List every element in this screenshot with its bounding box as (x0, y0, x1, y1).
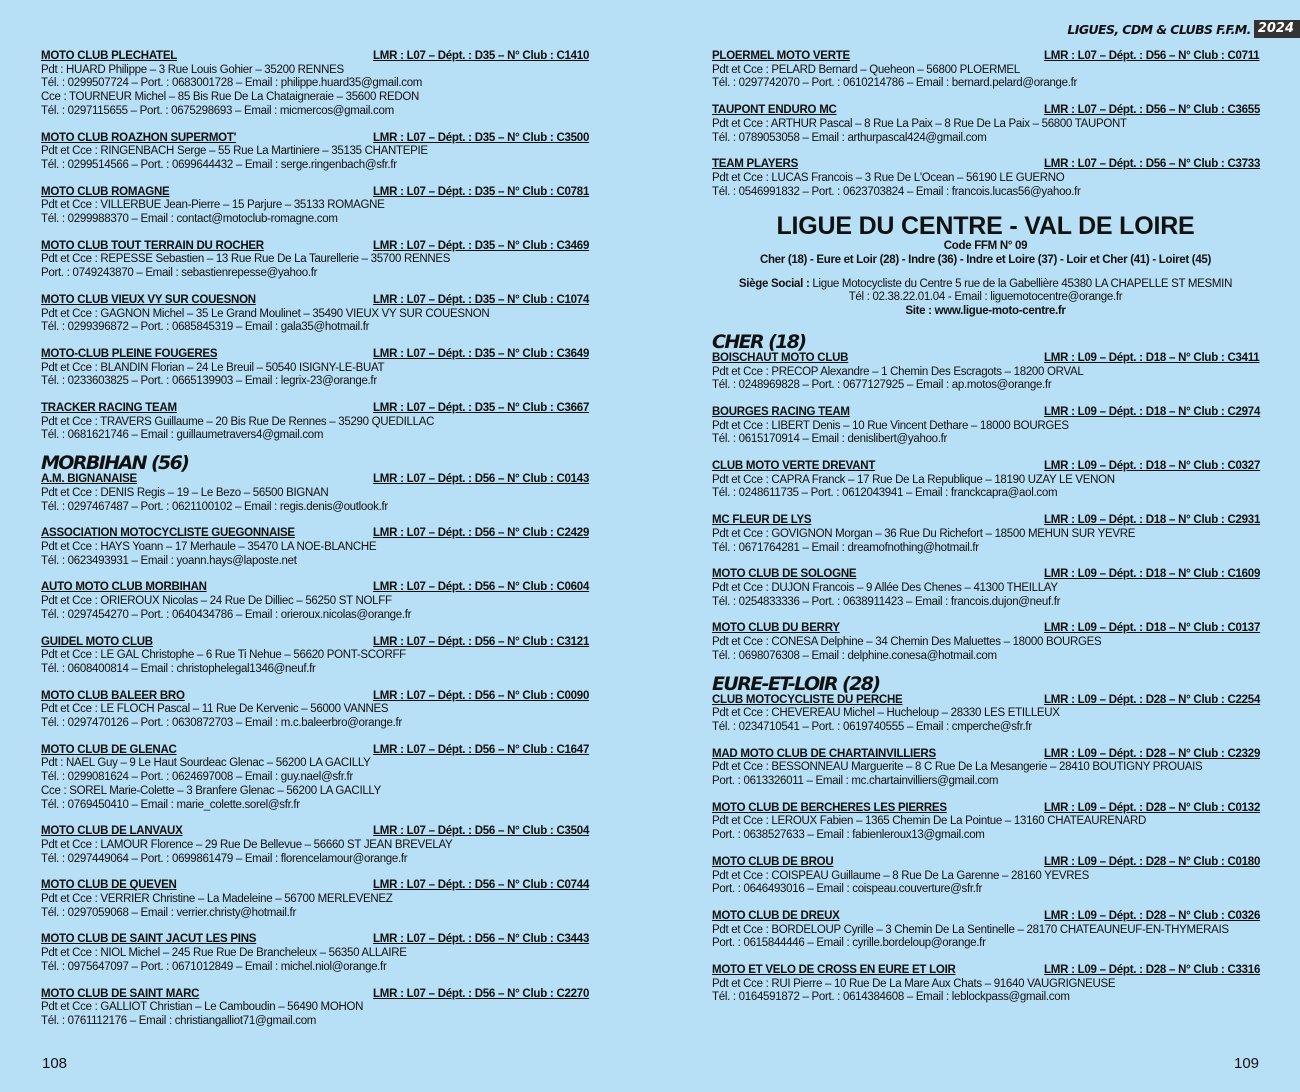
club-detail-line: Tél. : 0546991832 – Port. : 0623703824 – Email : francois.lucas56@yahoo.fr (712, 185, 1081, 198)
club-detail-line: Pdt et Cce : COISPEAU Guillaume – 8 Rue De La Garenne – 28160 YEVRES (712, 869, 1089, 882)
club-detail-line: Tél. : 0299396872 – Port. : 0685845319 – Email : gala35@hotmail.fr (41, 321, 370, 334)
club-entry (712, 694, 1259, 735)
club-detail-line: Tél. : 0297115655 – Port. : 0675298693 – Email : micmercos@gmail.com (41, 104, 394, 117)
club-header (712, 964, 1259, 978)
club-entry (712, 748, 1259, 789)
club-detail-line: Tél. : 0299988370 – Email : contact@motoclub-romagne.com (41, 213, 338, 226)
header-title: LIGUES, CDM & CLUBS F.F.M. (1067, 21, 1251, 37)
club-header (41, 988, 588, 1002)
page-number-right: 109 (1234, 1055, 1260, 1072)
club-header (712, 694, 1259, 708)
ligue-block (712, 212, 1259, 319)
club-header (712, 910, 1259, 924)
club-code: LMR : L07 – Dépt. : D56 – N° Club : C2270 (373, 987, 590, 1000)
club-name: MOTO CLUB DE LANVAUX (41, 825, 183, 838)
page-header (1067, 20, 1300, 38)
club-detail-line: Tél. : 0299081624 – Port. : 0624697008 – Email : guy.nael@sfr.fr (41, 771, 353, 784)
club-code: LMR : L09 – Dépt. : D18 – N° Club : C1609 (1044, 568, 1261, 581)
club-detail-line: Pdt et Cce : LE GAL Christophe – 6 Rue Ti Nehue – 56620 PONT-SCORFF (41, 649, 406, 662)
club-header (41, 294, 588, 308)
club-detail-line: Pdt et Cce : BESSONNEAU Marguerite – 8 C Rue De La Mesangerie – 28410 BOUTIGNY PROUAIS (712, 761, 1203, 774)
club-detail-line: Tél. : 0761112176 – Email : christiangalliot71@gmail.com (41, 1014, 317, 1027)
club-name: MOTO CLUB DE BROU (712, 855, 834, 868)
club-code: LMR : L07 – Dépt. : D56 – N° Club : C1647 (373, 743, 590, 756)
club-header (41, 690, 588, 704)
club-code: LMR : L09 – Dépt. : D18 – N° Club : C0327 (1044, 460, 1261, 473)
club-entry (41, 879, 588, 920)
club-detail-line: Tél. : 0297467487 – Port. : 0621100102 – Email : regis.denis@outlook.fr (41, 500, 388, 513)
right-column (712, 50, 1259, 1018)
club-entry (41, 186, 588, 227)
club-name: A.M. BIGNANAISE (41, 473, 137, 486)
club-entry (41, 636, 588, 677)
section-heading-morbihan: MORBIHAN (56) (41, 452, 189, 475)
ligue-title: LIGUE DU CENTRE - VAL DE LOIRE (776, 212, 1195, 241)
club-detail-line: Pdt et Cce : VILLERBUE Jean-Pierre – 15 Parjure – 35133 ROMAGNE (41, 199, 385, 212)
club-header (41, 581, 588, 595)
club-header (712, 50, 1259, 64)
club-detail-line: Pdt et Cce : NIOL Michel – 245 Rue Rue De Brancheleux – 56350 ALLAIRE (41, 947, 407, 960)
club-detail-line: Pdt et Cce : ARTHUR Pascal – 8 Rue La Paix – 8 Rue De La Paix – 56800 TAUPONT (712, 117, 1127, 130)
ligue-siege (712, 278, 1259, 292)
club-code: LMR : L07 – Dépt. : D35 – N° Club : C3500 (373, 131, 590, 144)
club-name: PLOERMEL MOTO VERTE (712, 50, 850, 62)
club-header (712, 460, 1259, 474)
club-code: LMR : L09 – Dépt. : D28 – N° Club : C0132 (1044, 801, 1261, 814)
club-name: BOURGES RACING TEAM (712, 405, 850, 418)
club-name: TEAM PLAYERS (712, 158, 799, 171)
club-code: LMR : L07 – Dépt. : D56 – N° Club : C0744 (373, 879, 590, 892)
club-code: LMR : L07 – Dépt. : D56 – N° Club : C3655 (1044, 104, 1261, 117)
club-header (712, 104, 1259, 118)
club-name: MOTO CLUB TOUT TERRAIN DU ROCHER (41, 239, 264, 252)
club-detail-line: Tél. : 0297470126 – Port. : 0630872703 – Email : m.c.baleerbro@orange.fr (41, 717, 402, 730)
club-detail-line: Pdt et Cce : CAPRA Franck – 17 Rue De La Republique – 18190 UZAY LE VENON (712, 473, 1115, 486)
club-header (712, 856, 1259, 870)
club-code: LMR : L07 – Dépt. : D35 – N° Club : C3649 (373, 347, 590, 360)
club-detail-line: Tél. : 0671764281 – Email : dreamofnothing@hotmail.fr (712, 541, 979, 554)
club-detail-line: Tél. : 0789053058 – Email : arthurpascal424@gmail.com (712, 131, 987, 144)
club-entry (41, 527, 588, 568)
club-code: LMR : L09 – Dépt. : D18 – N° Club : C3411 (1044, 351, 1260, 364)
club-header (41, 473, 588, 487)
club-detail-line: Pdt et Cce : GAGNON Michel – 35 Le Grand Moulinet – 35490 VIEUX VY SUR COUESNON (41, 307, 490, 320)
club-header (712, 352, 1259, 366)
club-name: MOTO CLUB DE QUEVEN (41, 879, 177, 892)
club-detail-line: Tél. : 0975647097 – Port. : 0671012849 – Email : michel.niol@orange.fr (41, 960, 387, 973)
ligue-contact: Tél : 02.38.22.01.04 - Email : liguemotocentre@orange.fr (848, 291, 1123, 304)
club-header (41, 50, 588, 64)
club-entry (41, 690, 588, 731)
club-header (41, 879, 588, 893)
club-entry (41, 581, 588, 622)
club-entry (712, 460, 1259, 501)
ligue-siege-address: Ligue Motocycliste du Centre 5 rue de la Gabellière 45380 LA CHAPELLE ST MESMIN (809, 277, 1233, 290)
club-name: BOISCHAUT MOTO CLUB (712, 351, 849, 364)
club-detail-line: Pdt et Cce : LUCAS Francois – 3 Rue De L'Ocean – 56190 LE GUERNO (712, 171, 1065, 184)
club-code: LMR : L07 – Dépt. : D56 – N° Club : C3504 (373, 825, 590, 838)
club-header (712, 622, 1259, 636)
club-header (41, 132, 588, 146)
club-detail-line: Tél. : 0164591872 – Port. : 0614384608 – Email : leblockpass@gmail.com (712, 991, 1070, 1004)
club-entry (712, 158, 1259, 199)
club-detail-line: Cce : SOREL Marie-Colette – 3 Branfere Glenac – 56200 LA GACILLY (41, 784, 382, 797)
club-header (41, 933, 588, 947)
club-header (41, 744, 588, 758)
club-detail-line: Tél. : 0681621746 – Email : guillaumetravers4@gmail.com (41, 429, 324, 442)
club-entry (712, 352, 1259, 393)
club-detail-line: Tél. : 0248969828 – Port. : 0677127925 – Email : ap.motos@orange.fr (712, 379, 1052, 392)
club-detail-line: Pdt et Cce : TRAVERS Guillaume – 20 Bis Rue De Rennes – 35290 QUEDILLAC (41, 415, 435, 428)
club-entry (41, 50, 588, 119)
club-detail-line: Pdt : NAEL Guy – 9 Le Haut Sourdeac Glenac – 56200 LA GACILLY (41, 757, 371, 770)
club-code: LMR : L07 – Dépt. : D56 – N° Club : C3443 (373, 933, 590, 946)
club-name: MOTO CLUB VIEUX VY SUR COUESNON (41, 293, 256, 306)
club-detail-line: Tél. : 0297454270 – Port. : 0640434786 – Email : orieroux.nicolas@orange.fr (41, 608, 412, 621)
club-code: LMR : L07 – Dépt. : D56 – N° Club : C0143 (373, 473, 590, 486)
club-header (41, 186, 588, 200)
club-detail-line: Tél. : 0254833336 – Port. : 0638911423 – Email : francois.dujon@neuf.fr (712, 595, 1061, 608)
club-name: MOTO CLUB DE BERCHERES LES PIERRES (712, 801, 947, 814)
club-detail-line: Tél. : 0299507724 – Port. : 0683001728 – Email : philippe.huard35@gmail.com (41, 77, 423, 90)
club-entry (41, 988, 588, 1029)
club-detail-line: Pdt et Cce : RINGENBACH Serge – 55 Rue La Martiniere – 35135 CHANTEPIE (41, 145, 428, 158)
club-detail-line: Tél. : 0299514566 – Port. : 0699644432 – Email : serge.ringenbach@sfr.fr (41, 158, 397, 171)
club-name: MOTO CLUB DE SAINT MARC (41, 987, 200, 1000)
club-entry (41, 825, 588, 866)
club-detail-line: Pdt et Cce : GALLIOT Christian – Le Camboudin – 56490 MOHON (41, 1001, 364, 1014)
club-entry (712, 910, 1259, 951)
club-detail-line: Port. : 0615844446 – Email : cyrille.bordeloup@orange.fr (712, 937, 986, 950)
club-header (712, 802, 1259, 816)
club-header (712, 406, 1259, 420)
club-name: MOTO CLUB DE SAINT JACUT LES PINS (41, 933, 257, 946)
club-list (41, 473, 588, 1029)
club-detail-line: Tél. : 0297059068 – Email : verrier.christy@hotmail.fr (41, 906, 296, 919)
ligue-departments: Cher (18) - Eure et Loir (28) - Indre (36) - Indre et Loire (37) - Loir et Cher (41) - Loiret (45) (759, 254, 1212, 267)
club-detail-line: Pdt et Cce : HAYS Yoann – 17 Merhaule – 35470 LA NOE-BLANCHE (41, 540, 377, 553)
club-detail-line: Pdt et Cce : BORDELOUP Cyrille – 3 Chemin De La Sentinelle – 28170 CHATEAUNEUF-EN-THYMERAIS (712, 923, 1229, 936)
club-name: CLUB MOTOCYCLISTE DU PERCHE (712, 693, 903, 706)
club-entry (41, 132, 588, 173)
club-detail-line: Tél. : 0233603825 – Port. : 0665139903 – Email : legrix-23@orange.fr (41, 375, 377, 388)
club-code: LMR : L07 – Dépt. : D56 – N° Club : C3733 (1044, 158, 1261, 171)
club-header (41, 240, 588, 254)
club-detail-line: Pdt et Cce : CONESA Delphine – 34 Chemin Des Maluettes – 18000 BOURGES (712, 636, 1102, 649)
club-detail-line: Pdt et Cce : ORIEROUX Nicolas – 24 Rue De Dilliec – 56250 ST NOLFF (41, 595, 392, 608)
club-detail-line: Pdt : HUARD Philippe – 3 Rue Louis Gohier – 35200 RENNES (41, 63, 344, 76)
club-header (712, 158, 1259, 172)
club-code: LMR : L09 – Dépt. : D28 – N° Club : C2254 (1044, 693, 1261, 706)
club-name: MAD MOTO CLUB DE CHARTAINVILLIERS (712, 747, 936, 760)
club-detail-line: Tél. : 0297449064 – Port. : 0699861479 – Email : florencelamour@orange.fr (41, 852, 408, 865)
club-detail-line: Port. : 0638527633 – Email : fabienleroux13@gmail.com (712, 829, 985, 842)
club-detail-line: Pdt et Cce : VERRIER Christine – La Madeleine – 56700 MERLEVENEZ (41, 893, 393, 906)
club-code: LMR : L07 – Dépt. : D56 – N° Club : C2429 (373, 527, 590, 540)
club-detail-line: Pdt et Cce : DUJON Francois – 9 Allée Des Chenes – 41300 THEILLAY (712, 581, 1058, 594)
club-detail-line: Pdt et Cce : BLANDIN Florian – 24 Le Breuil – 50540 ISIGNY-LE-BUAT (41, 361, 385, 374)
club-code: LMR : L09 – Dépt. : D18 – N° Club : C0137 (1044, 622, 1261, 635)
left-column (41, 50, 588, 1042)
club-entry (712, 964, 1259, 1005)
club-detail-line: Pdt et Cce : REPESSE Sebastien – 13 Rue Rue De La Taurellerie – 35700 RENNES (41, 253, 451, 266)
club-code: LMR : L09 – Dépt. : D18 – N° Club : C2974 (1044, 405, 1261, 418)
club-code: LMR : L07 – Dépt. : D56 – N° Club : C0711 (1044, 50, 1260, 62)
club-list (712, 50, 1259, 199)
club-entry (41, 933, 588, 974)
club-detail-line: Pdt et Cce : CHEVEREAU Michel – Hucheloup – 28330 LES ETILLEUX (712, 707, 1060, 720)
club-code: LMR : L07 – Dépt. : D35 – N° Club : C3469 (373, 239, 590, 252)
club-detail-line: Tél. : 0297742070 – Port. : 0610214786 – Email : bernard.pelard@orange.fr (712, 77, 1078, 90)
club-detail-line: Pdt et Cce : LE FLOCH Pascal – 11 Rue De Kervenic – 56000 VANNES (41, 703, 389, 716)
club-code: LMR : L07 – Dépt. : D35 – N° Club : C3667 (373, 402, 590, 415)
header-year-badge: 2024 (1254, 20, 1300, 38)
club-name: MOTO CLUB DE SOLOGNE (712, 568, 857, 581)
club-detail-line: Pdt et Cce : RUI Pierre – 10 Rue De La Mare Aux Chats – 91640 VAUGRIGNEUSE (712, 977, 1116, 990)
club-detail-line: Tél. : 0623493931 – Email : yoann.hays@laposte.net (41, 554, 297, 567)
club-header (41, 825, 588, 839)
club-entry (41, 744, 588, 813)
club-name: MOTO CLUB BALEER BRO (41, 689, 185, 702)
section-heading-eure-et-loir: EURE-ET-LOIR (28) (712, 672, 880, 695)
club-entry (41, 240, 588, 281)
club-name: MOTO ET VELO DE CROSS EN EURE ET LOIR (712, 964, 956, 977)
club-name: MOTO CLUB DE DREUX (712, 909, 840, 922)
club-detail-line: Port. : 0749243870 – Email : sebastienrepesse@yahoo.fr (41, 267, 318, 280)
club-name: AUTO MOTO CLUB MORBIHAN (41, 581, 207, 594)
club-name: MOTO CLUB DE GLENAC (41, 743, 177, 756)
club-detail-line: Pdt et Cce : LAMOUR Florence – 29 Rue De Bellevue – 56660 ST JEAN BREVELAY (41, 838, 453, 851)
club-detail-line: Cce : TOURNEUR Michel – 85 Bis Rue De La Chataigneraie – 35600 REDON (41, 91, 420, 104)
club-detail-line: Port. : 0613326011 – Email : mc.chartainvilliers@gmail.com (712, 775, 999, 788)
club-detail-line: Port. : 0646493016 – Email : coispeau.couverture@sfr.fr (712, 883, 983, 896)
club-entry (712, 50, 1259, 91)
club-code: LMR : L07 – Dépt. : D35 – N° Club : C1074 (373, 293, 590, 306)
club-detail-line: Tél. : 0608400814 – Email : christophelegal1346@neuf.fr (41, 662, 316, 675)
club-name: TAUPONT ENDURO MC (712, 104, 837, 117)
club-entry (712, 104, 1259, 145)
club-detail-line: Tél. : 0248611735 – Port. : 0612043941 – Email : franckcapra@aol.com (712, 487, 1058, 500)
club-code: LMR : L07 – Dépt. : D56 – N° Club : C0090 (373, 689, 590, 702)
club-name: ASSOCIATION MOTOCYCLISTE GUEGONNAISE (41, 527, 295, 540)
club-code: LMR : L07 – Dépt. : D35 – N° Club : C1410 (373, 50, 590, 62)
club-detail-line: Pdt et Cce : PELARD Bernard – Queheon – 56800 PLOERMEL (712, 63, 1020, 76)
club-header (712, 514, 1259, 528)
club-entry (712, 568, 1259, 609)
club-detail-line: Pdt et Cce : GOVIGNON Morgan – 36 Rue Du Richefort – 18500 MEHUN SUR YEVRE (712, 527, 1136, 540)
club-detail-line: Pdt et Cce : LEROUX Fabien – 1365 Chemin De La Pointue – 13160 CHATEAURENARD (712, 815, 1147, 828)
club-name: TRACKER RACING TEAM (41, 402, 177, 415)
club-code: LMR : L09 – Dépt. : D18 – N° Club : C2931 (1044, 514, 1261, 527)
club-detail-line: Tél. : 0234710541 – Port. : 0619740555 – Email : cmperche@sfr.fr (712, 720, 1032, 733)
club-list (712, 694, 1259, 1006)
club-name: MOTO CLUB PLECHATEL (41, 50, 178, 62)
club-code: LMR : L09 – Dépt. : D28 – N° Club : C0326 (1044, 909, 1261, 922)
club-entry (712, 856, 1259, 897)
club-name: GUIDEL MOTO CLUB (41, 635, 153, 648)
club-header (41, 527, 588, 541)
club-name: MOTO-CLUB PLEINE FOUGERES (41, 347, 218, 360)
club-name: MOTO CLUB DU BERRY (712, 622, 840, 635)
club-list (41, 50, 588, 443)
club-entry (712, 514, 1259, 555)
club-header (41, 348, 588, 362)
club-name: MOTO CLUB ROMAGNE (41, 185, 170, 198)
club-list (712, 352, 1259, 664)
club-header (712, 748, 1259, 762)
club-name: MC FLEUR DE LYS (712, 514, 812, 527)
club-code: LMR : L09 – Dépt. : D28 – N° Club : C2329 (1044, 747, 1261, 760)
club-header (41, 402, 588, 416)
club-detail-line: Pdt et Cce : LIBERT Denis – 10 Rue Vincent Dethare – 18000 BOURGES (712, 419, 1069, 432)
club-entry (712, 622, 1259, 663)
club-entry (41, 402, 588, 443)
club-entry (712, 802, 1259, 843)
section-heading-cher: CHER (18) (712, 330, 806, 353)
ligue-siege-label: Siège Social : (738, 277, 810, 290)
club-code: LMR : L07 – Dépt. : D35 – N° Club : C0781 (373, 185, 590, 198)
club-code: LMR : L07 – Dépt. : D56 – N° Club : C0604 (373, 581, 590, 594)
club-entry (712, 406, 1259, 447)
club-detail-line: Tél. : 0615170914 – Email : denislibert@yahoo.fr (712, 433, 948, 446)
club-entry (41, 473, 588, 514)
page-number-left: 108 (42, 1055, 68, 1072)
club-code: LMR : L09 – Dépt. : D28 – N° Club : C0180 (1044, 855, 1261, 868)
club-detail-line: Pdt et Cce : DENIS Regis – 19 – Le Bezo – 56500 BIGNAN (41, 486, 329, 499)
club-header (41, 636, 588, 650)
club-code: LMR : L07 – Dépt. : D56 – N° Club : C3121 (373, 635, 590, 648)
club-detail-line: Tél. : 0698076308 – Email : delphine.conesa@hotmail.com (712, 649, 997, 662)
club-name: CLUB MOTO VERTE DREVANT (712, 460, 876, 473)
club-entry (41, 348, 588, 389)
club-detail-line: Pdt et Cce : PRECOP Alexandre – 1 Chemin Des Escragots – 18200 ORVAL (712, 365, 1084, 378)
club-header (712, 568, 1259, 582)
ligue-code: Code FFM N° 09 (943, 240, 1028, 253)
club-entry (41, 294, 588, 335)
club-detail-line: Tél. : 0769450410 – Email : marie_colette.sorel@sfr.fr (41, 798, 300, 811)
club-code: LMR : L09 – Dépt. : D28 – N° Club : C3316 (1044, 964, 1261, 977)
club-name: MOTO CLUB ROAZHON SUPERMOT' (41, 131, 237, 144)
ligue-site: Site : www.ligue-moto-centre.fr (905, 305, 1066, 318)
